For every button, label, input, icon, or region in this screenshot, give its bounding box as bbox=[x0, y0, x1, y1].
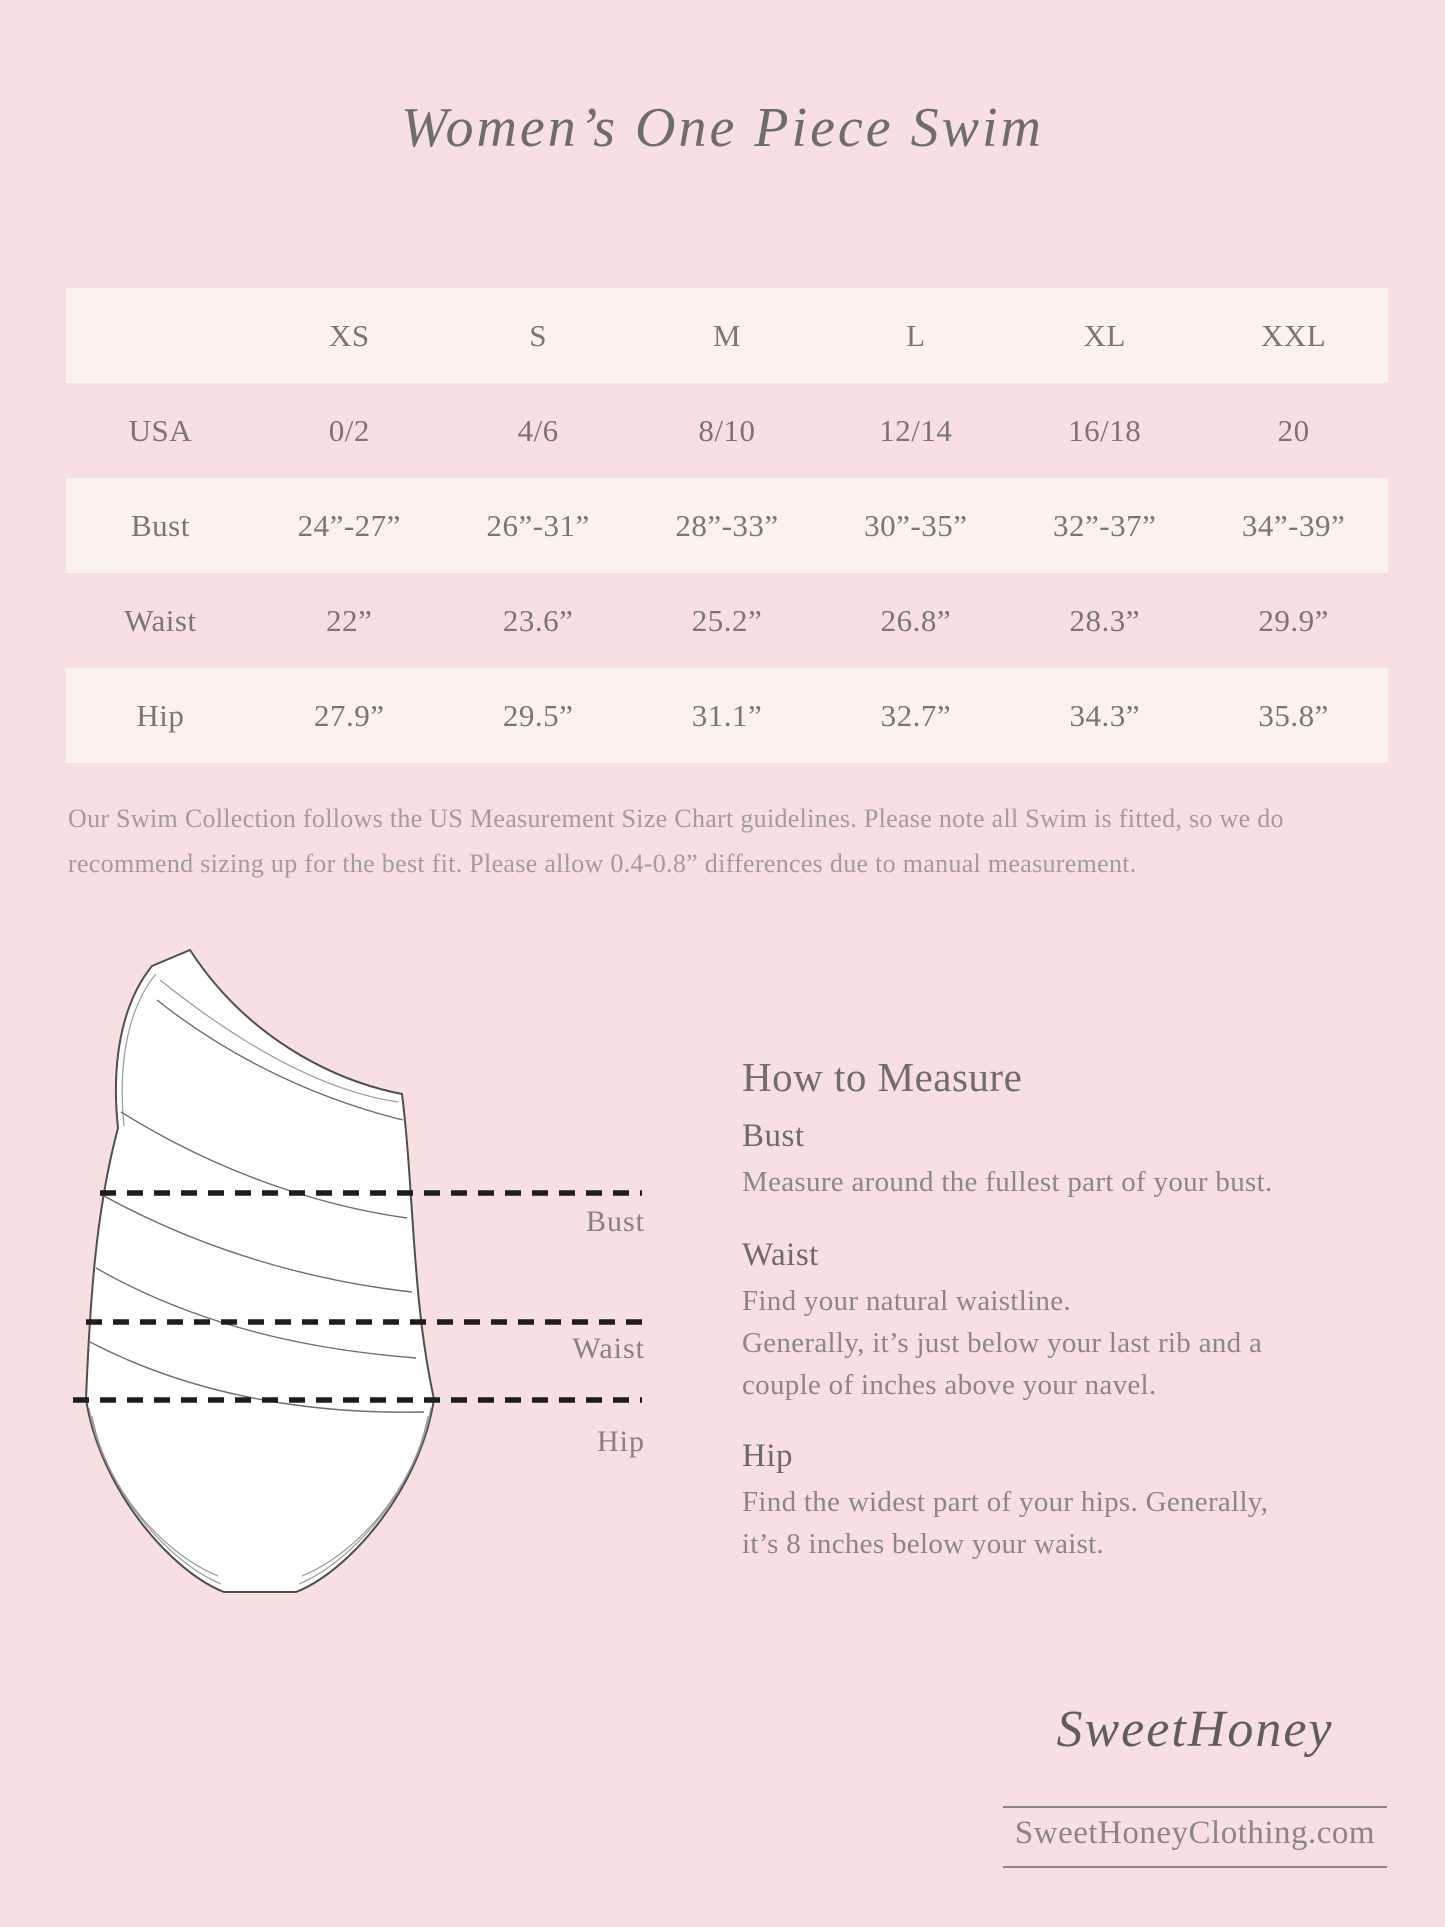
table-cell: 25.2” bbox=[691, 602, 763, 638]
how-to-measure-heading: How to Measure bbox=[742, 1054, 1023, 1100]
hip-line-label: Hip bbox=[597, 1425, 645, 1458]
row-label: Waist bbox=[124, 602, 197, 638]
table-cell: 16/18 bbox=[1068, 412, 1142, 448]
table-cell: 22” bbox=[326, 602, 373, 638]
table-cell: 26”-31” bbox=[486, 507, 590, 543]
brand-logo: SweetHoney bbox=[1056, 1701, 1334, 1758]
table-cell: 0/2 bbox=[328, 412, 370, 448]
table-cell: 34”-39” bbox=[1241, 507, 1346, 543]
table-cell: 24”-27” bbox=[297, 507, 401, 543]
row-label: Bust bbox=[130, 507, 190, 543]
row-label: Hip bbox=[136, 697, 185, 733]
table-cell: 28”-33” bbox=[675, 507, 779, 543]
swimsuit-body bbox=[86, 950, 434, 1592]
table-cell: 12/14 bbox=[879, 412, 953, 448]
brand-website: SweetHoneyClothing.com bbox=[1014, 1815, 1376, 1851]
bust-line-label: Bust bbox=[585, 1205, 645, 1238]
table-cell: 4/6 bbox=[517, 412, 559, 448]
sizing-note-line: recommend sizing up for the best fit. Please allow 0.4-0.8” differences due to manual measurement. bbox=[68, 849, 1137, 878]
table-cell: 20 bbox=[1277, 412, 1310, 448]
column-header-l: L bbox=[906, 317, 926, 353]
table-cell: 29.9” bbox=[1258, 602, 1329, 638]
table-row-hip bbox=[66, 668, 1388, 763]
table-row-waist bbox=[66, 573, 1388, 668]
table-cell: 31.1” bbox=[691, 697, 763, 733]
table-cell: 30”-35” bbox=[864, 507, 968, 543]
table-cell: 27.9” bbox=[314, 697, 385, 733]
table-cell: 32.7” bbox=[880, 697, 952, 733]
swimsuit-illustration bbox=[60, 930, 660, 1630]
measure-waist-title: Waist bbox=[742, 1237, 819, 1273]
measure-hip-title: Hip bbox=[742, 1438, 793, 1474]
table-cell: 32”-37” bbox=[1053, 507, 1157, 543]
waist-line-label: Waist bbox=[572, 1332, 645, 1365]
table-cell: 23.6” bbox=[502, 602, 574, 638]
table-header-row bbox=[66, 288, 1388, 383]
page-title: Women’s One Piece Swim bbox=[400, 97, 1044, 159]
table-cell: 29.5” bbox=[502, 697, 574, 733]
column-header-xxl: XXL bbox=[1260, 317, 1327, 353]
table-cell: 28.3” bbox=[1069, 602, 1140, 638]
measure-bust-title: Bust bbox=[742, 1118, 805, 1154]
table-cell: 35.8” bbox=[1258, 697, 1329, 733]
measure-hip-text: Find the widest part of your hips. Generally, bbox=[742, 1486, 1269, 1518]
table-cell: 26.8” bbox=[880, 602, 952, 638]
column-header-m: M bbox=[712, 317, 742, 353]
column-header-xl: XL bbox=[1083, 317, 1126, 353]
table-cell: 34.3” bbox=[1069, 697, 1140, 733]
measure-bust-text: Measure around the fullest part of your bust. bbox=[742, 1166, 1273, 1198]
table-row-usa bbox=[66, 383, 1388, 478]
sizing-note bbox=[68, 796, 1284, 886]
measure-hip-text: it’s 8 inches below your waist. bbox=[742, 1528, 1105, 1560]
footer-divider-top bbox=[1003, 1806, 1387, 1808]
size-chart-table bbox=[66, 288, 1388, 763]
footer-divider-bottom bbox=[1003, 1866, 1387, 1868]
measure-waist-text: Find your natural waistline. bbox=[742, 1285, 1071, 1317]
row-label: USA bbox=[128, 412, 193, 448]
column-header-xs: XS bbox=[328, 317, 370, 353]
measure-waist-text: couple of inches above your navel. bbox=[742, 1369, 1157, 1401]
measure-waist-text: Generally, it’s just below your last rib and a bbox=[742, 1327, 1263, 1359]
sizing-note-line: Our Swim Collection follows the US Measurement Size Chart guidelines. Please note all Swim is fitted, so we do bbox=[68, 804, 1284, 833]
table-row-bust bbox=[66, 478, 1388, 573]
table-cell: 8/10 bbox=[698, 412, 756, 448]
column-header-s: S bbox=[529, 317, 547, 353]
